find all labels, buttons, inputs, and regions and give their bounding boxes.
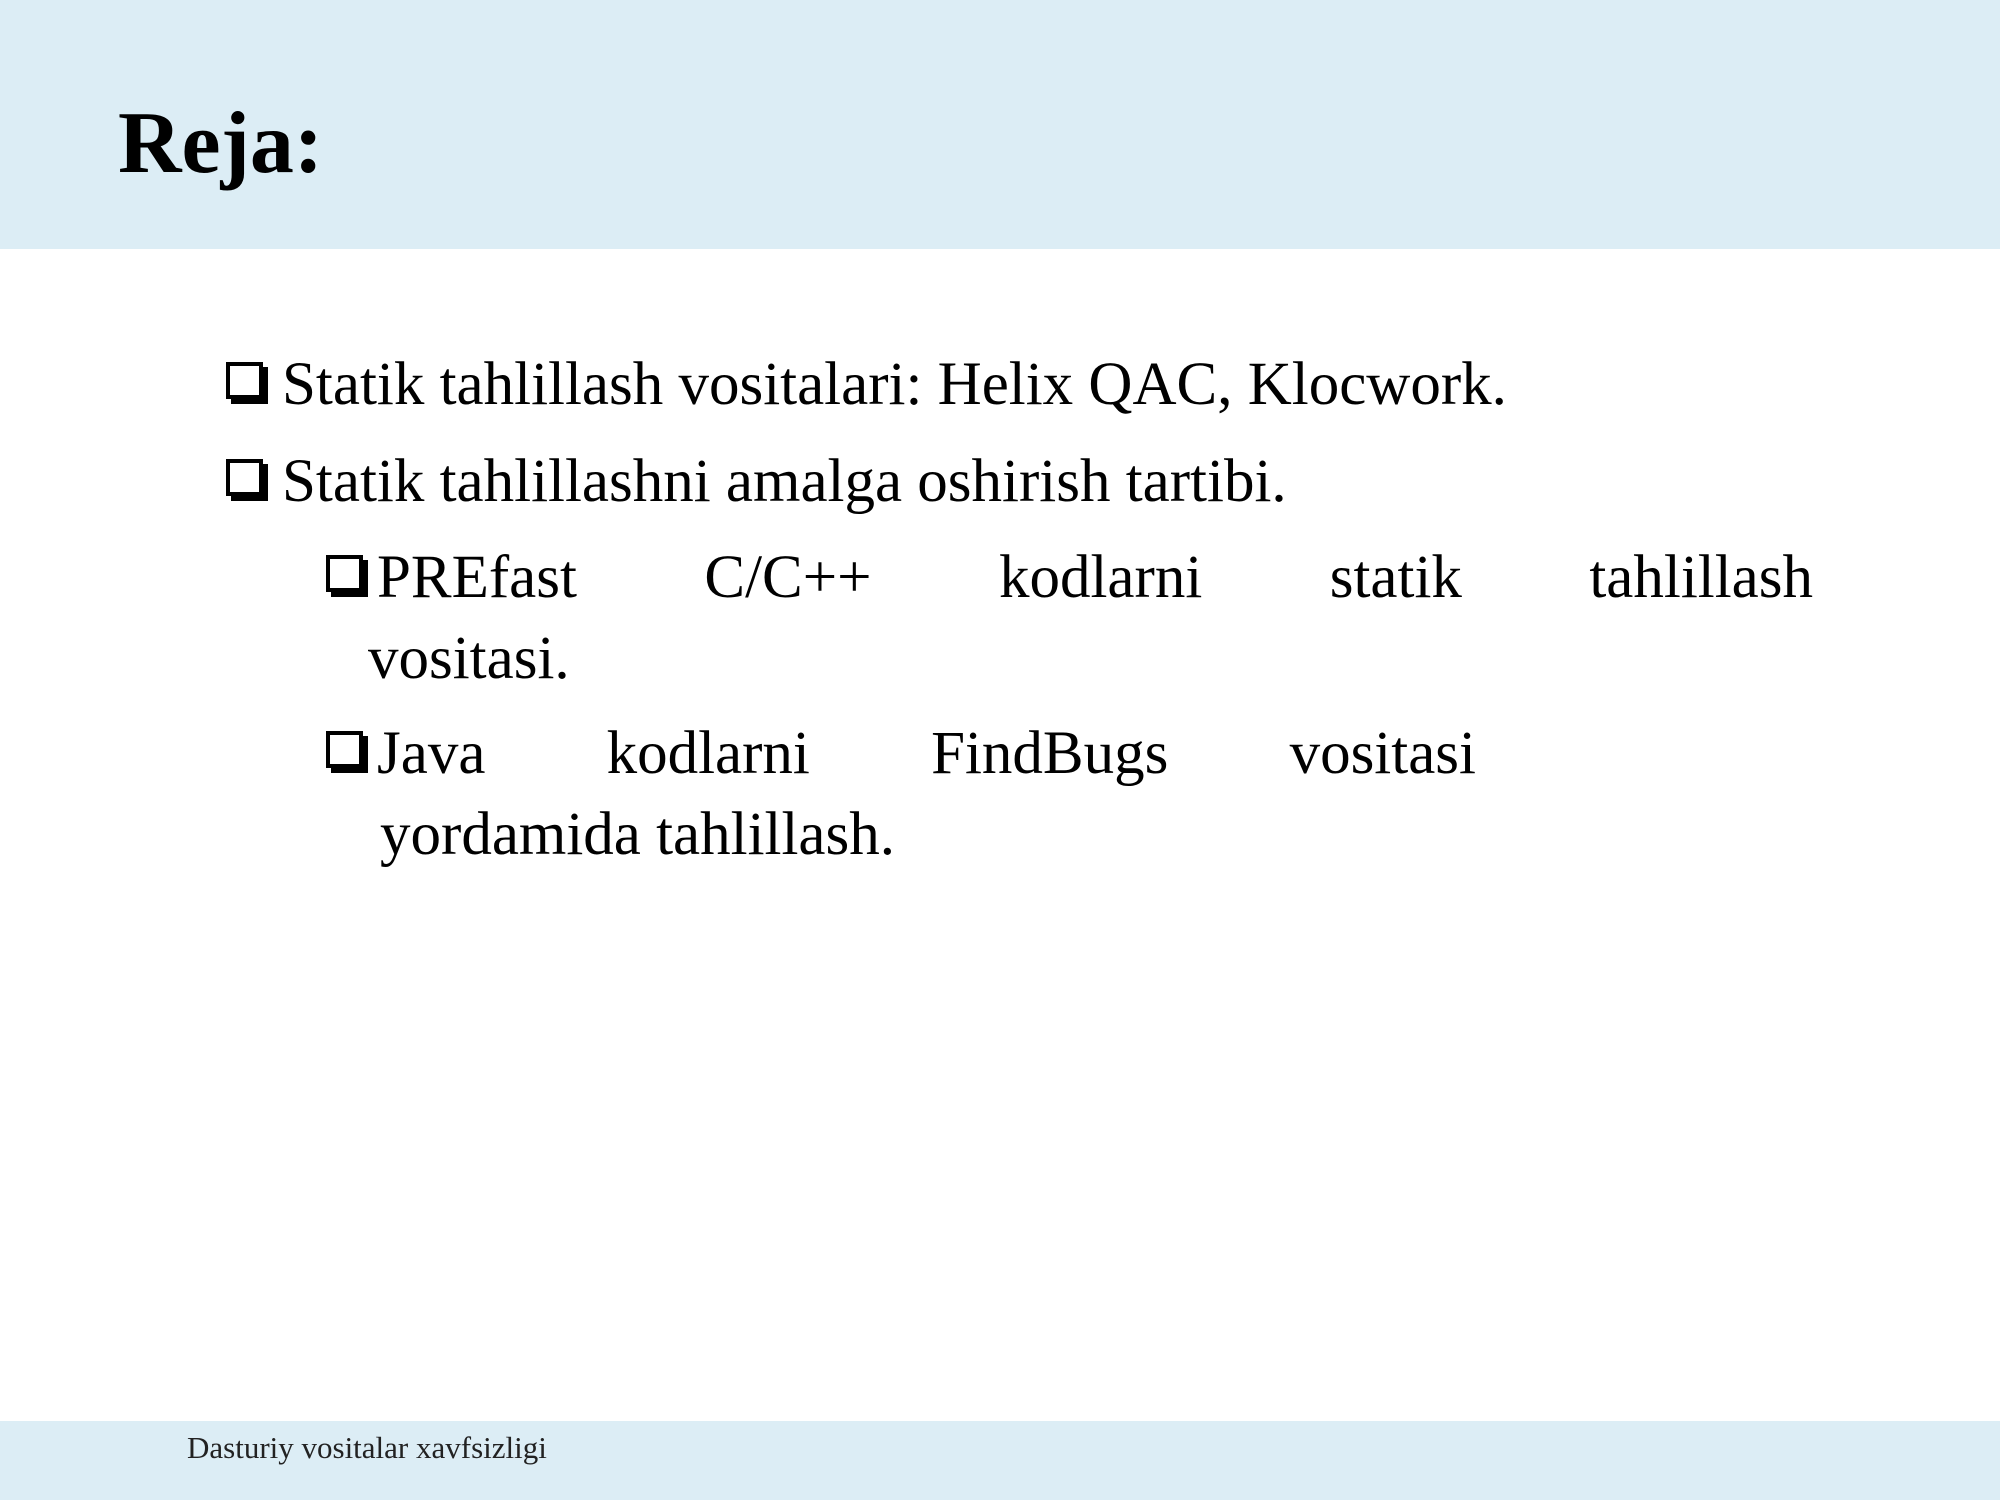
- word: vositasi: [1289, 720, 1476, 787]
- slide-title: Reja:: [118, 95, 324, 192]
- word: kodlarni: [998, 544, 1203, 611]
- word: statik: [1329, 544, 1462, 611]
- bullet-text: Statik tahlillashni amalga oshirish tartibi.: [282, 448, 1287, 515]
- sub-bullet-continuation: yordamida tahlillash.: [380, 801, 895, 868]
- sub-bullet-line: [377, 544, 1813, 611]
- word: Java: [377, 720, 486, 787]
- word: PREfast: [377, 544, 577, 611]
- footer-text: Dasturiy vositalar xavfsizligi: [187, 1430, 547, 1465]
- word: tahlillash: [1589, 544, 1813, 611]
- square-bullet-icon: [226, 459, 263, 496]
- square-bullet-icon: [326, 731, 363, 768]
- square-bullet-icon: [326, 555, 363, 592]
- sub-bullet-continuation: vositasi.: [368, 625, 570, 692]
- word: C/C++: [704, 544, 872, 611]
- square-bullet-icon: [226, 362, 263, 399]
- word: kodlarni: [606, 720, 810, 787]
- sub-bullet-line: [377, 720, 1476, 787]
- bullet-text: Statik tahlillash vositalari: Helix QAC, Klocwork.: [282, 351, 1507, 418]
- word: FindBugs: [931, 720, 1169, 787]
